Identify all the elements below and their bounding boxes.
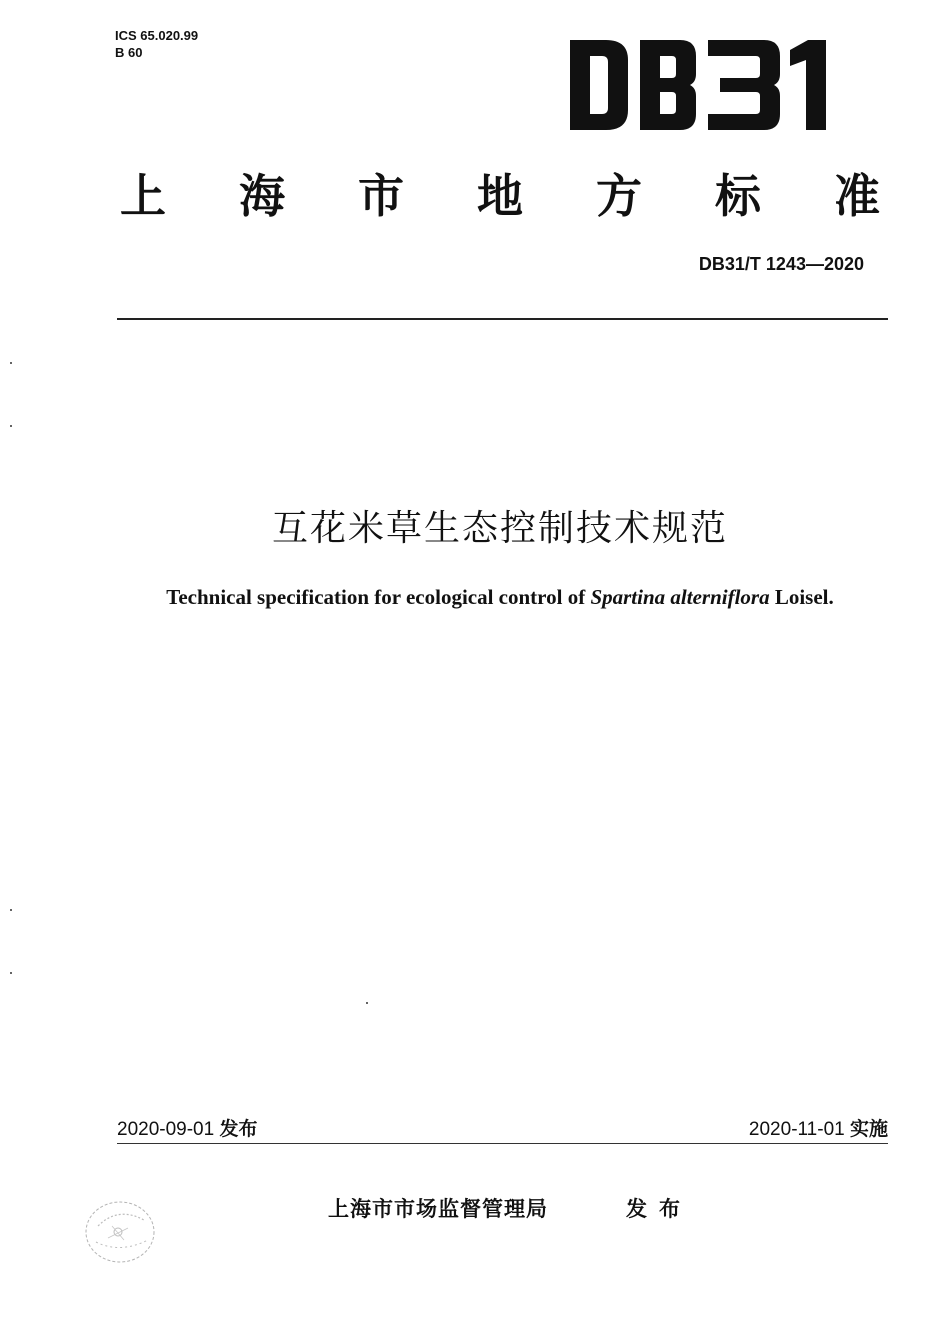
publish-verb: 发布 — [626, 1197, 692, 1221]
issue-label: 发布 — [219, 1118, 258, 1140]
db31-logo-graphic — [568, 38, 830, 132]
issue-date-line — [117, 1114, 258, 1141]
standard-number: DB31/T 1243—2020 — [698, 254, 864, 274]
issue-date: 2020-09-01 — [117, 1119, 215, 1140]
standard-type-char: 地 — [477, 169, 523, 223]
scan-speck — [10, 972, 12, 974]
standard-type-heading — [120, 160, 880, 226]
scan-speck — [366, 1002, 368, 1004]
seal-graphic — [78, 1196, 178, 1276]
english-title-species: Spartina alterniflora — [590, 585, 770, 609]
standard-type-char: 海 — [239, 169, 285, 223]
english-title-prefix: Technical specification for ecological control of — [166, 585, 591, 609]
effective-label: 实施 — [849, 1118, 888, 1140]
standard-type-char: 市 — [358, 169, 404, 223]
ccs-code: B 60 — [115, 45, 143, 60]
footer-divider — [117, 1143, 888, 1144]
standard-type-char: 准 — [834, 169, 880, 223]
official-seal-stamp — [78, 1196, 178, 1276]
english-title-suffix: Loisel. — [769, 585, 834, 609]
standard-type-char: 上 — [120, 169, 166, 223]
scan-speck — [10, 909, 12, 911]
effective-date-line — [749, 1114, 888, 1141]
header-divider — [117, 318, 888, 320]
publisher-name: 上海市市场监督管理局 — [328, 1197, 548, 1221]
standard-type-char: 方 — [596, 169, 642, 223]
classification-codes — [115, 27, 198, 61]
effective-date: 2020-11-01 — [748, 1119, 845, 1140]
english-title — [0, 585, 950, 610]
scan-speck — [10, 362, 12, 364]
standard-type-char: 标 — [715, 169, 761, 223]
db31-logo — [568, 38, 830, 132]
ics-code: ICS 65.020.99 — [115, 28, 199, 43]
scan-speck — [10, 425, 12, 427]
chinese-title: 互花米草生态控制技术规范 — [271, 508, 728, 549]
